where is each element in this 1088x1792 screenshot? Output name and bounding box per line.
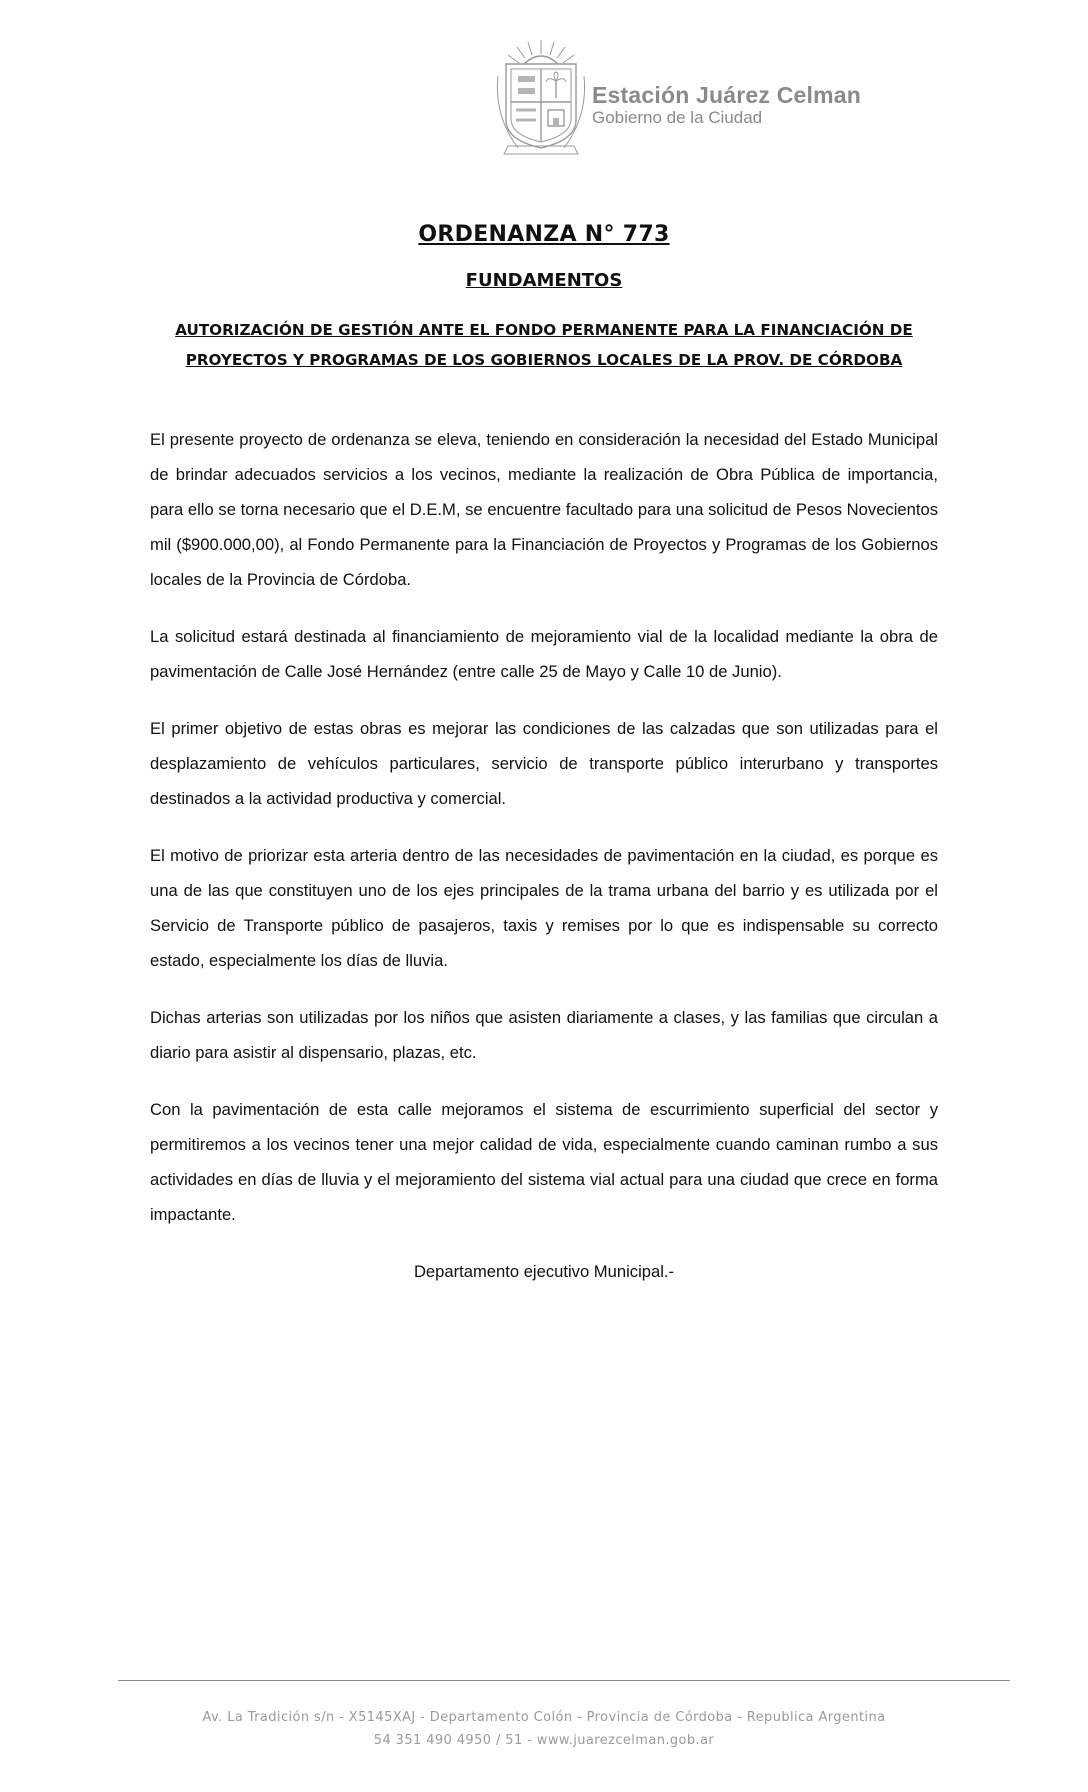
paragraph: El presente proyecto de ordenanza se eleva, teniendo en consideración la necesidad del Estado Municipal de brindar adecuados servicios a los vecinos, mediante la realización de Obra Pública de importancia, para ello se torna necesario que el D.E.M, se encuentre facultado para una solicitud de Pesos Novecientos mil ($900.000,00), al Fondo Permanente para la Financiación de Proyectos y Programas de los Gobiernos locales de la Provincia de Córdoba. bbox=[150, 430, 938, 589]
footer-divider bbox=[118, 1680, 1010, 1681]
footer bbox=[0, 1706, 1088, 1752]
brand bbox=[592, 82, 861, 128]
paragraph: El motivo de priorizar esta arteria dentro de las necesidades de pavimentación en la ciudad, es porque es una de las que constituyen uno de los ejes principales de la trama urbana del barrio y es utilizada por el Servicio de Transporte público de pasajeros, taxis y remises por lo que es indispensable su correcto estado, especialmente los días de lluvia. bbox=[150, 846, 938, 970]
paragraph: Dichas arterias son utilizadas por los niños que asisten diariamente a clases, y las familias que circulan a diario para asistir al dispensario, plazas, etc. bbox=[150, 1008, 938, 1062]
paragraph: La solicitud estará destinada al financiamiento de mejoramiento vial de la localidad mediante la obra de pavimentación de Calle José Hernández (entre calle 25 de Mayo y Calle 10 de Junio). bbox=[150, 627, 938, 681]
paragraph: Con la pavimentación de esta calle mejoramos el sistema de escurrimiento superficial del sector y permitiremos a los vecinos tener una mejor calidad de vida, especialmente cuando caminan rumbo a sus actividades en días de lluvia y el mejoramiento del sistema vial actual para una ciudad que crece en forma impactante. bbox=[150, 1100, 938, 1224]
paragraph: El primer objetivo de estas obras es mejorar las condiciones de las calzadas que son utilizadas para el desplazamiento de vehículos particulares, servicio de transporte público interurbano y transportes destinados a la actividad productiva y comercial. bbox=[150, 719, 938, 808]
signature: Departamento ejecutivo Municipal.- bbox=[413, 1262, 675, 1281]
brand-subtitle: Gobierno de la Ciudad bbox=[592, 108, 763, 127]
document-title: ORDENANZA N° 773 bbox=[418, 222, 670, 247]
document-body bbox=[150, 422, 938, 1311]
document-heading: AUTORIZACIÓN DE GESTIÓN ANTE EL FONDO PERMANENTE PARA LA FINANCIACIÓN DE PROYECTOS Y PROGRAMAS DE LOS GOBIERNOS LOCALES DE LA PROV. DE CÓRDOBA bbox=[175, 321, 913, 369]
letterhead bbox=[488, 36, 868, 166]
municipal-coat-of-arms-icon bbox=[488, 36, 594, 160]
document-subtitle: FUNDAMENTOS bbox=[465, 270, 623, 291]
footer-contact: 54 351 490 4950 / 51 - www.juarezcelman.gob.ar bbox=[373, 1733, 715, 1748]
footer-address: Av. La Tradición s/n - X5145XAJ - Departamento Colón - Provincia de Córdoba - Republica Argentina bbox=[202, 1710, 886, 1725]
brand-name: Estación Juárez Celman bbox=[592, 82, 862, 108]
